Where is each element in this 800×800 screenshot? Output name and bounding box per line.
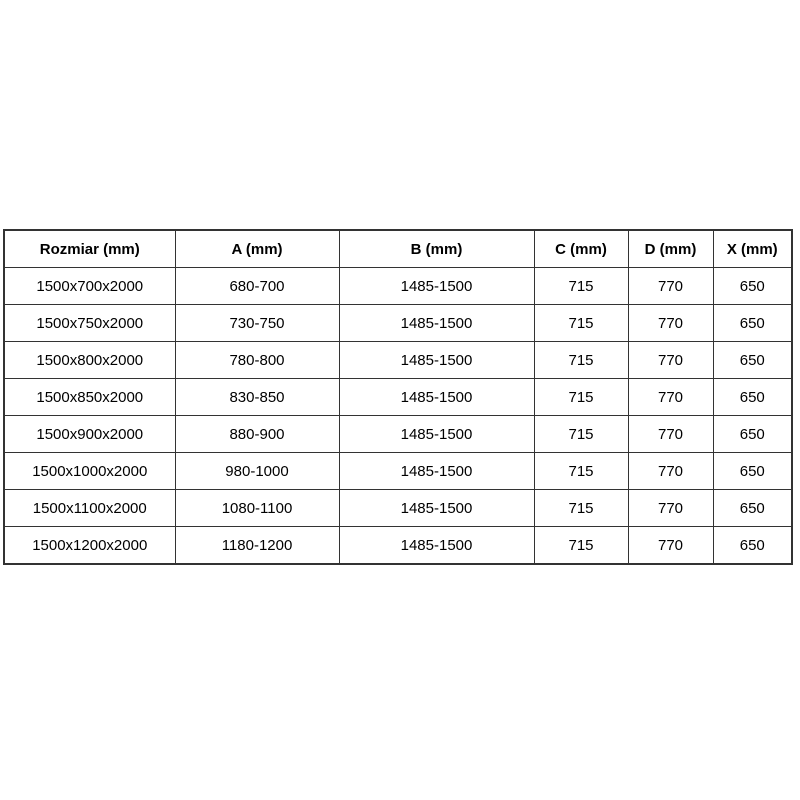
table-cell: 1500x750x2000 — [4, 305, 175, 342]
table-cell: 715 — [534, 342, 628, 379]
table-cell: 650 — [713, 268, 792, 305]
table-cell: 1485-1500 — [339, 453, 534, 490]
table-cell: 650 — [713, 453, 792, 490]
table-cell: 715 — [534, 490, 628, 527]
table-cell: 880-900 — [175, 416, 339, 453]
table-cell: 1485-1500 — [339, 490, 534, 527]
table-cell: 1500x900x2000 — [4, 416, 175, 453]
table-cell: 980-1000 — [175, 453, 339, 490]
table-header — [4, 230, 792, 268]
table-cell: 715 — [534, 453, 628, 490]
table-cell: 1485-1500 — [339, 416, 534, 453]
dimensions-table — [3, 229, 793, 565]
table-cell: 715 — [534, 268, 628, 305]
table-cell: 1485-1500 — [339, 527, 534, 565]
header-row — [4, 230, 792, 268]
table-body — [4, 268, 792, 565]
table-cell: 1500x1200x2000 — [4, 527, 175, 565]
table-cell: 1485-1500 — [339, 305, 534, 342]
table-row — [4, 342, 792, 379]
table-cell: 1500x850x2000 — [4, 379, 175, 416]
table-cell: 1500x700x2000 — [4, 268, 175, 305]
column-header-5: X (mm) — [713, 230, 792, 268]
table-row — [4, 453, 792, 490]
table-row — [4, 379, 792, 416]
table-cell: 650 — [713, 379, 792, 416]
table-cell: 770 — [628, 416, 713, 453]
table-row — [4, 527, 792, 565]
table-cell: 770 — [628, 453, 713, 490]
table-cell: 780-800 — [175, 342, 339, 379]
table-cell: 715 — [534, 305, 628, 342]
column-header-2: B (mm) — [339, 230, 534, 268]
column-header-4: D (mm) — [628, 230, 713, 268]
table-cell: 1180-1200 — [175, 527, 339, 565]
table-cell: 830-850 — [175, 379, 339, 416]
table-cell: 1500x1000x2000 — [4, 453, 175, 490]
column-header-0: Rozmiar (mm) — [4, 230, 175, 268]
table-cell: 1485-1500 — [339, 379, 534, 416]
table-cell: 715 — [534, 416, 628, 453]
column-header-1: A (mm) — [175, 230, 339, 268]
table-cell: 1485-1500 — [339, 268, 534, 305]
table-cell: 770 — [628, 305, 713, 342]
table-cell: 650 — [713, 342, 792, 379]
table-cell: 770 — [628, 527, 713, 565]
table-cell: 1500x800x2000 — [4, 342, 175, 379]
table-cell: 770 — [628, 490, 713, 527]
table-cell: 730-750 — [175, 305, 339, 342]
table-row — [4, 305, 792, 342]
table-cell: 680-700 — [175, 268, 339, 305]
table-cell: 770 — [628, 268, 713, 305]
table-cell: 770 — [628, 342, 713, 379]
table-row — [4, 268, 792, 305]
table-cell: 650 — [713, 527, 792, 565]
table-cell: 650 — [713, 490, 792, 527]
table-cell: 1080-1100 — [175, 490, 339, 527]
table-cell: 650 — [713, 416, 792, 453]
table-cell: 715 — [534, 379, 628, 416]
table-row — [4, 490, 792, 527]
table-cell: 1485-1500 — [339, 342, 534, 379]
table-cell: 715 — [534, 527, 628, 565]
table-cell: 770 — [628, 379, 713, 416]
column-header-3: C (mm) — [534, 230, 628, 268]
table-row — [4, 416, 792, 453]
table-cell: 650 — [713, 305, 792, 342]
table-cell: 1500x1100x2000 — [4, 490, 175, 527]
